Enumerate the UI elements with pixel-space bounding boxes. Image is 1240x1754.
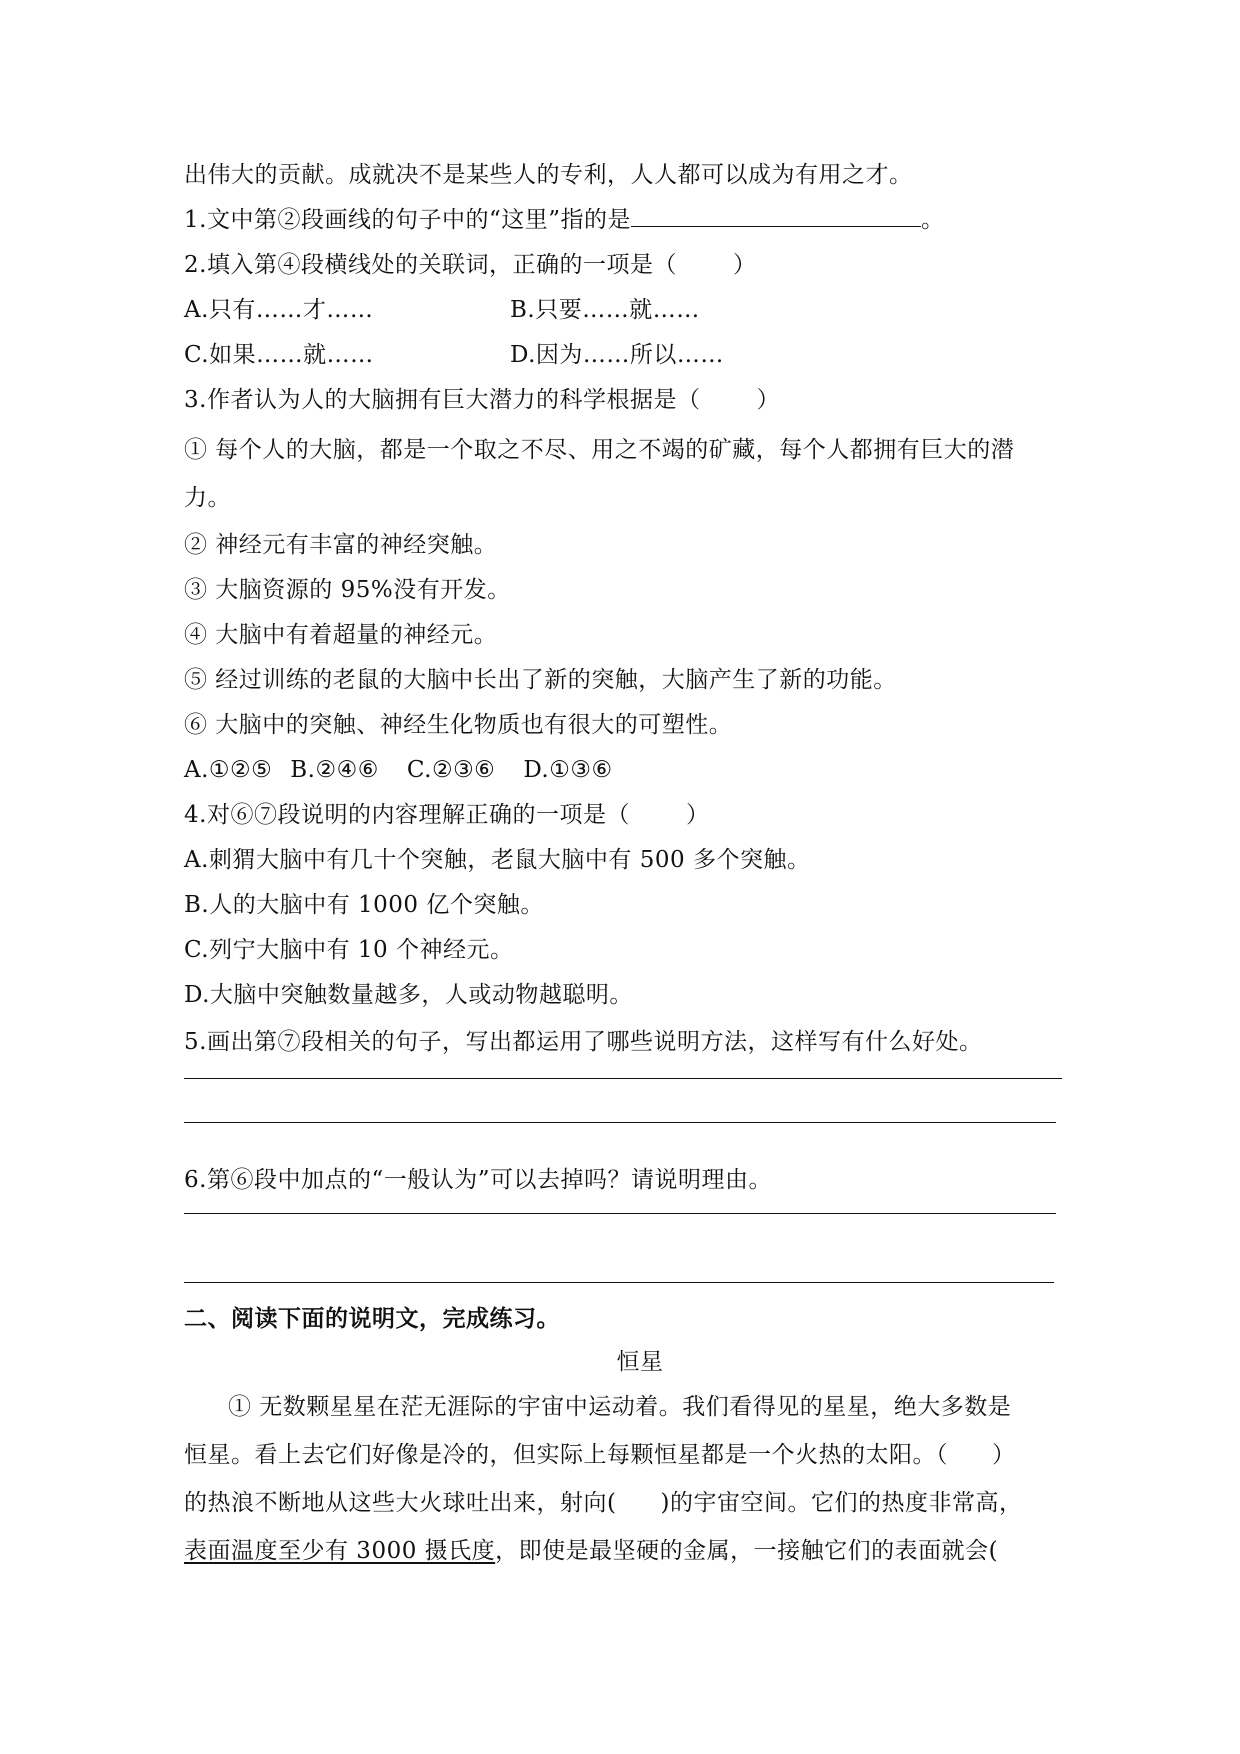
question-1-text: 1.文中第②段画线的句子中的“这里”指的是: [184, 207, 631, 233]
option-c: C.如果……就……: [184, 342, 374, 368]
passage-title: 恒星: [616, 1349, 664, 1375]
question-1: [184, 205, 944, 235]
passage-text: ，即使是最坚硬的金属，一接触它们的表面就会(: [495, 1538, 999, 1564]
option-c: C.②③⑥: [406, 757, 496, 783]
question-2-options-row1: [184, 295, 1084, 325]
statement-6: ⑥ 大脑中的突触、神经生化物质也有很大的可塑性。: [184, 712, 733, 738]
option-b: B.人的大脑中有 1000 亿个突触。: [184, 892, 544, 918]
question-2-close: ）: [732, 252, 757, 278]
passage-line: [184, 1440, 1016, 1470]
statement-3: ③ 大脑资源的 95%没有开发。: [184, 577, 511, 603]
question-3-text: 3.作者认为人的大脑拥有巨大潜力的科学根据是（: [184, 387, 701, 413]
answer-line[interactable]: [184, 1213, 1056, 1214]
option-a: A.只有……才……: [184, 297, 374, 323]
option-d: D.大脑中突触数量越多，人或动物越聪明。: [184, 982, 633, 1008]
underlined-sentence: 表面温度至少有 3000 摄氏度: [184, 1538, 496, 1564]
question-5: 5.画出第⑦段相关的句子，写出都运用了哪些说明方法，这样写有什么好处。: [184, 1029, 983, 1055]
passage-text: 恒星。看上去它们好像是冷的，但实际上每颗恒星都是一个火热的太阳。（: [184, 1442, 948, 1468]
option-d: D.因为……所以……: [510, 342, 724, 368]
statement-4: ④ 大脑中有着超量的神经元。: [184, 622, 498, 648]
passage-line: [184, 1488, 1022, 1518]
question-3: [184, 385, 780, 415]
passage-line: ① 无数颗星星在茫无涯际的宇宙中运动着。我们看得见的星星，绝大多数是: [228, 1394, 1012, 1420]
option-b: B.只要……就……: [510, 297, 700, 323]
question-2-options-row2: [184, 340, 1084, 370]
option-d: D.①③⑥: [523, 757, 613, 783]
question-3-close: ）: [756, 387, 780, 413]
option-b: B.②④⑥: [290, 757, 379, 783]
question-4-text: 4.对⑥⑦段说明的内容理解正确的一项是（: [184, 802, 630, 828]
statement-2: ② 神经元有丰富的神经突触。: [184, 532, 498, 558]
passage-text: )的宇宙空间。它们的热度非常高，: [660, 1490, 1023, 1516]
passage-text: ）: [992, 1442, 1016, 1468]
question-4-close: ）: [685, 802, 710, 828]
statement-1: ① 每个人的大脑，都是一个取之不尽、用之不竭的矿藏，每个人都拥有巨大的潜: [184, 437, 1015, 463]
answer-line[interactable]: [184, 1282, 1054, 1283]
question-3-options: [184, 755, 613, 785]
answer-line[interactable]: [184, 1122, 1056, 1123]
option-c: C.列宁大脑中有 10 个神经元。: [184, 937, 514, 963]
question-1-end: 。: [920, 207, 945, 233]
passage-line: [184, 1536, 998, 1566]
question-4: [184, 800, 709, 830]
answer-blank[interactable]: [631, 206, 921, 227]
answer-line[interactable]: [184, 1078, 1062, 1079]
statement-5: ⑤ 经过训练的老鼠的大脑中长出了新的突触，大脑产生了新的功能。: [184, 667, 897, 693]
section-heading: 二、阅读下面的说明文，完成练习。: [184, 1305, 560, 1332]
option-a: A.刺猬大脑中有几十个突触，老鼠大脑中有 500 多个突触。: [184, 847, 811, 873]
text-line: 出伟大的贡献。成就决不是某些人的专利，人人都可以成为有用之才。: [184, 162, 913, 188]
option-a: A.①②⑤: [184, 757, 273, 783]
question-2: [184, 250, 756, 280]
question-2-text: 2.填入第④段横线处的关联词，正确的一项是（: [184, 252, 677, 278]
statement-1-cont: 力。: [184, 485, 231, 511]
question-6: 6.第⑥段中加点的“一般认为”可以去掉吗？请说明理由。: [184, 1167, 772, 1193]
passage-text: 的热浪不断地从这些大火球吐出来，射向(: [184, 1490, 617, 1516]
